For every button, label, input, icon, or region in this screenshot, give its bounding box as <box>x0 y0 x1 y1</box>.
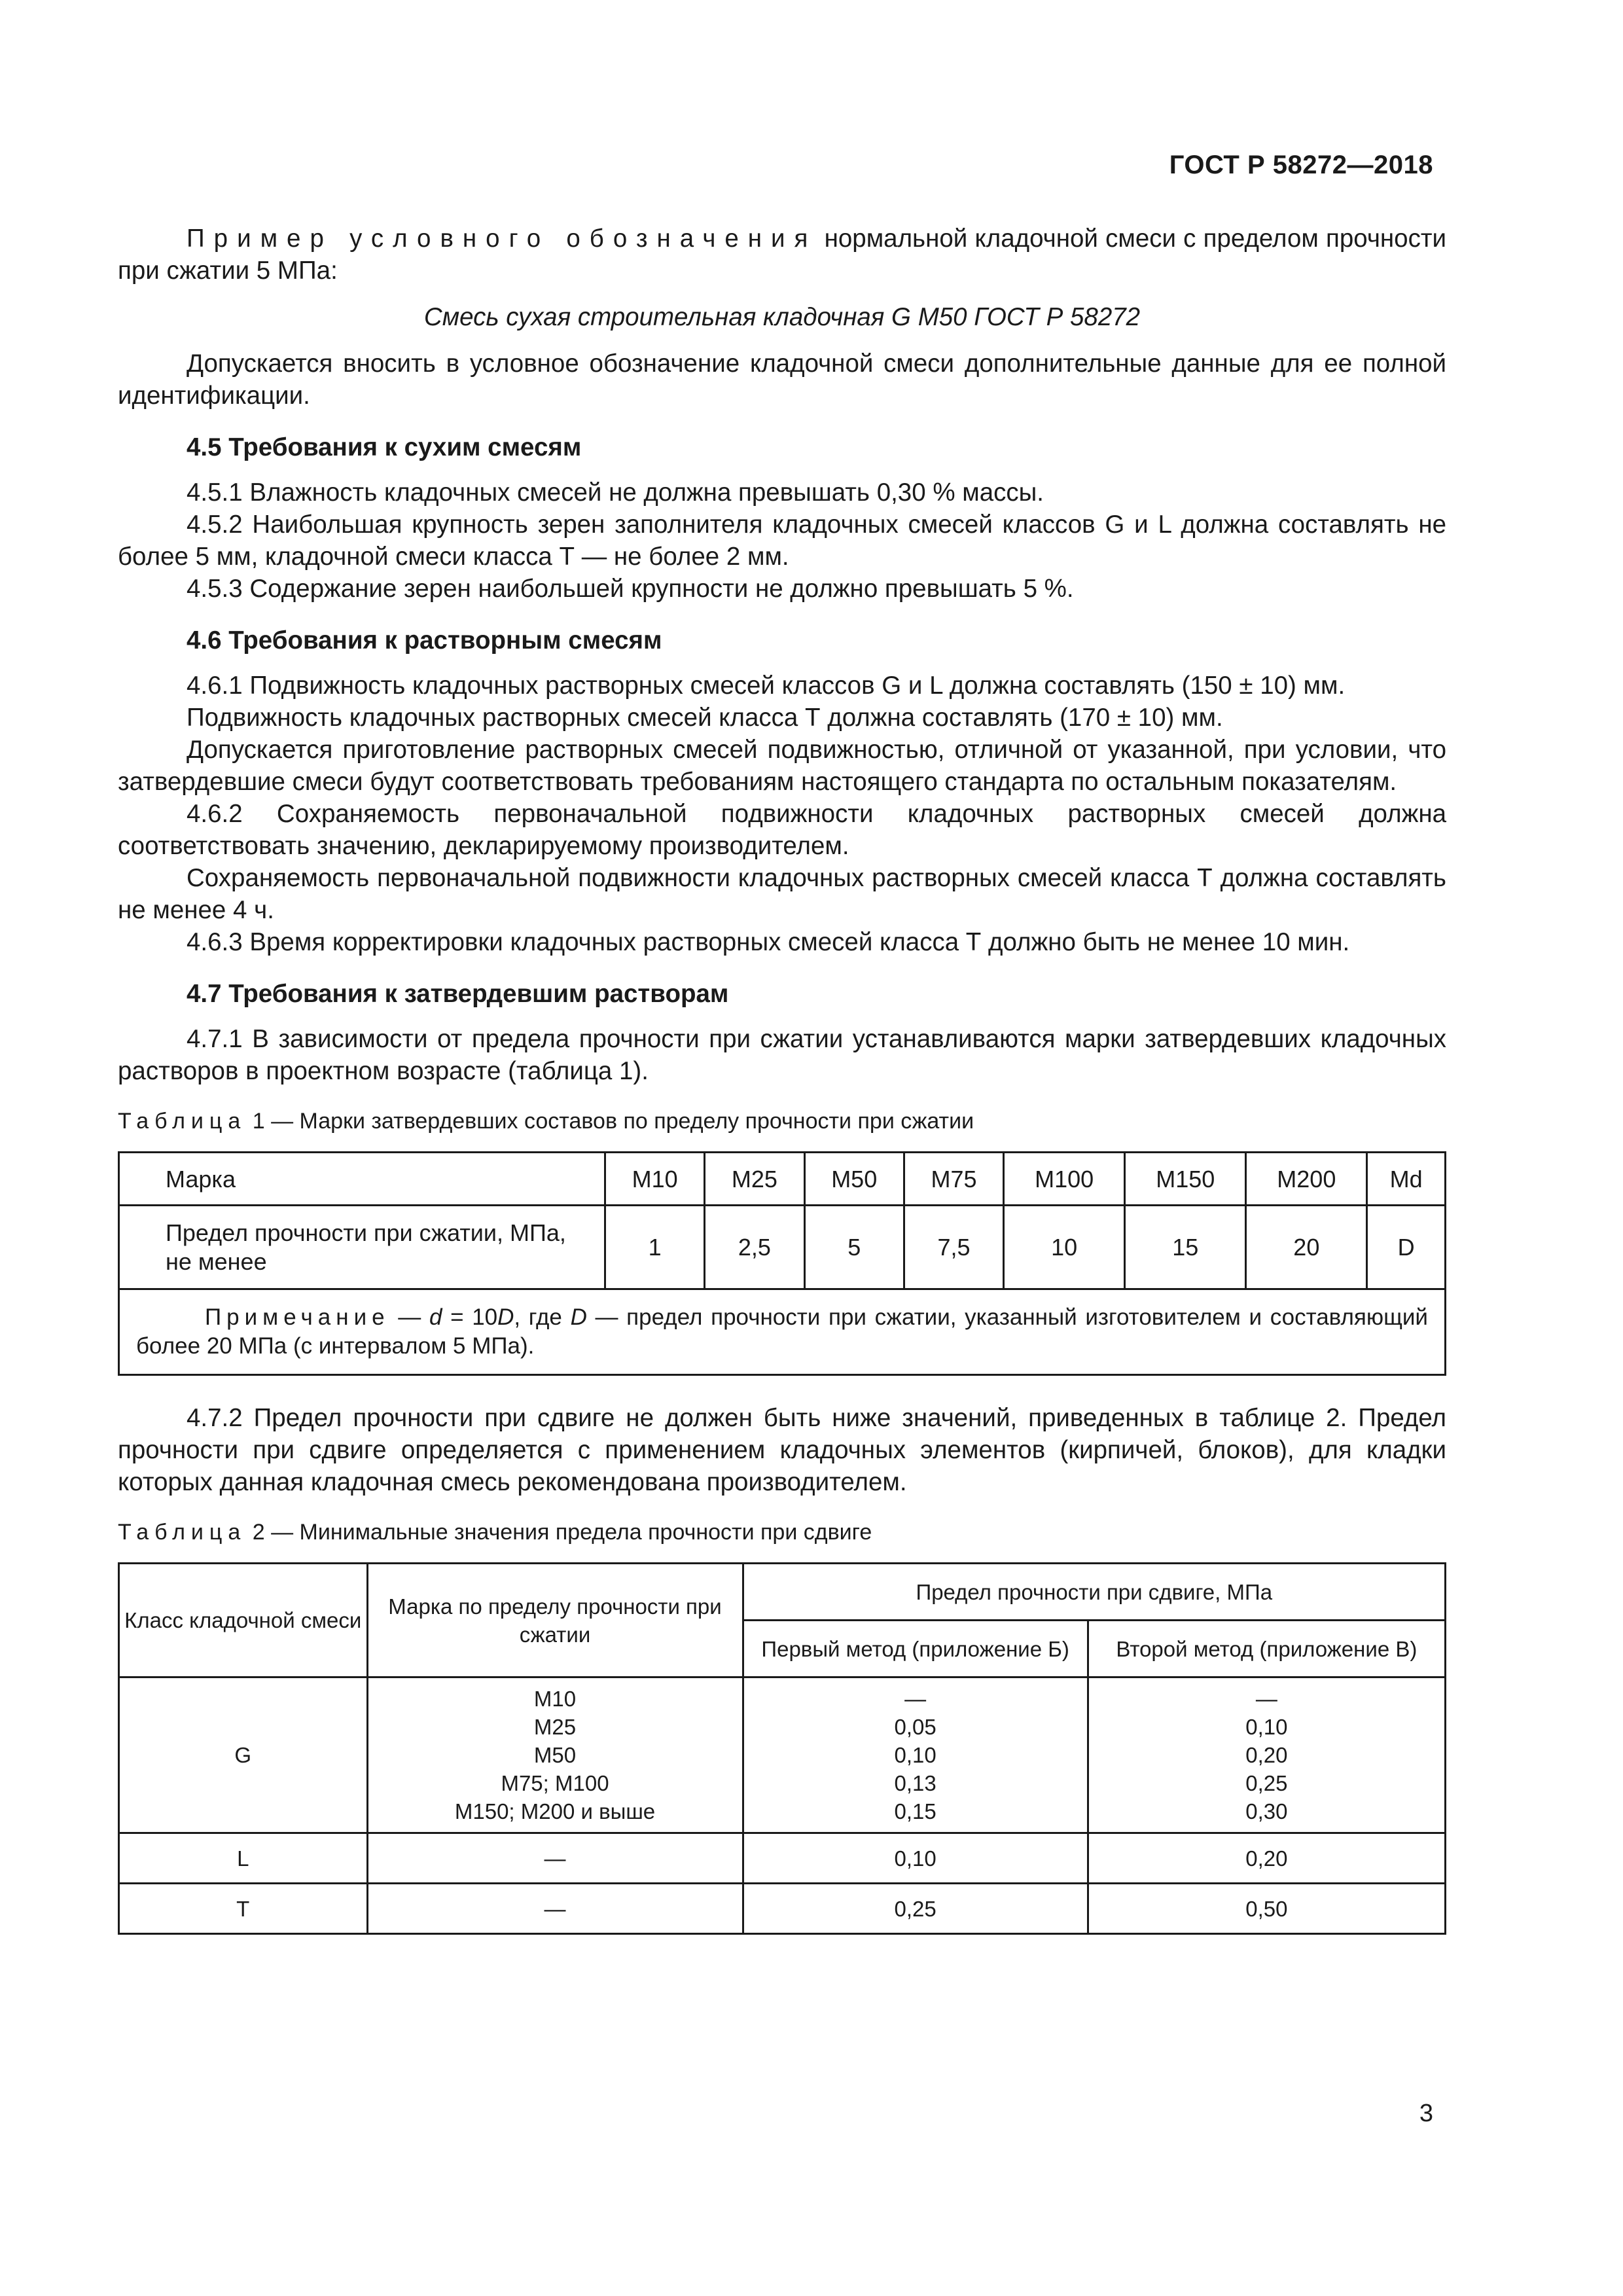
table-cell: М10 <box>605 1153 705 1206</box>
table-cell: 5 <box>804 1206 904 1289</box>
table2-caption-text: 2 — Минимальные значения предела прочности при сдвиге <box>246 1520 872 1545</box>
cell-line: 0,10 <box>1245 1715 1288 1739</box>
table-row <box>119 1833 1446 1884</box>
paragraph-4-6-1: 4.6.1 Подвижность кладочных растворных смесей классов G и L должна составлять (150 ± 10) мм. <box>187 672 1346 700</box>
table1-note-eq: = 10 <box>442 1304 498 1330</box>
table1-note <box>119 1289 1446 1375</box>
paragraph-4-5-1: 4.5.1 Влажность кладочных смесей не должна превышать 0,30 % массы. <box>187 478 1044 507</box>
table-cell: 15 <box>1125 1206 1246 1289</box>
table1-caption <box>118 1107 1446 1136</box>
table-row <box>119 1564 1446 1621</box>
table-cell: G <box>119 1677 368 1833</box>
table-cell: М25 <box>705 1153 804 1206</box>
paragraph-4-6-1-c: Допускается приготовление растворных смесей подвижностью, отличной от указанной, при условии, что затвердевшие смеси будут соответствовать требованиям настоящего стандарта по остальным показателям. <box>118 736 1446 796</box>
section-heading-4-5: 4.5 Требования к сухим смесям <box>187 433 582 461</box>
table-cell: 0,20 <box>1088 1833 1445 1884</box>
table2 <box>118 1562 1446 1935</box>
cell-line: 0,15 <box>894 1799 936 1823</box>
table-cell: М200 <box>1246 1153 1367 1206</box>
table1-note-D1: D <box>497 1304 514 1330</box>
table1 <box>118 1151 1446 1376</box>
cell-line: М50 <box>533 1743 577 1767</box>
table2-header-method2: Второй метод (приложение В) <box>1088 1621 1445 1677</box>
document-code: ГОСТ Р 58272—2018 <box>1169 151 1433 179</box>
paragraph-4-5-3: 4.5.3 Содержание зерен наибольшей крупности не должно превышать 5 %. <box>187 575 1074 603</box>
cell-line: 0,13 <box>894 1771 936 1795</box>
table-cell: 1 <box>605 1206 705 1289</box>
table2-header-class: Класс кладочной смеси <box>119 1564 368 1677</box>
table-cell: 20 <box>1246 1206 1367 1289</box>
example-designation: Смесь сухая строительная кладочная G М50 ГОСТ Р 58272 <box>423 303 1141 331</box>
table-cell: М100 <box>1004 1153 1125 1206</box>
table-cell: 0,10 <box>743 1833 1088 1884</box>
cell-line: 0,25 <box>1245 1771 1288 1795</box>
table-cell: Md <box>1367 1153 1446 1206</box>
table-cell: 0,25 <box>743 1884 1088 1934</box>
table2-caption-prefix: Таблица <box>118 1520 247 1545</box>
table1-row-head-strength: Предел прочности при сжатии, МПа, не менее <box>119 1206 605 1289</box>
table-row <box>119 1153 1446 1206</box>
paragraph-4-7-2: 4.7.2 Предел прочности при сдвиге не должен быть ниже значений, приведенных в таблице 2. Предел прочности при сдвиге определяется с применением кладочных элементов (кирпичей, блоков), для кладки которых данная кладочная смесь рекомендована производителем. <box>118 1404 1446 1496</box>
table-cell: М150 <box>1125 1153 1246 1206</box>
cell-line: М75; М100 <box>501 1771 609 1795</box>
cell-line: — <box>1255 1687 1277 1711</box>
table-cell <box>367 1677 743 1833</box>
table1-note-mid: , где <box>514 1304 571 1330</box>
table-cell: — <box>367 1884 743 1934</box>
table-row <box>119 1206 1446 1289</box>
table-cell: D <box>1367 1206 1446 1289</box>
paragraph-4-6-2: 4.6.2 Сохраняемость первоначальной подвижности кладочных растворных смесей должна соответствовать значению, декларируемому производителем. <box>118 800 1446 860</box>
table1-note-prefix: Примечание <box>205 1304 390 1330</box>
example-paragraph <box>118 223 1446 287</box>
cell-line: М10 <box>533 1687 577 1711</box>
table-cell <box>743 1677 1088 1833</box>
page-number: 3 <box>1419 2100 1433 2127</box>
table2-caption <box>118 1518 1446 1547</box>
table-cell: 10 <box>1004 1206 1125 1289</box>
table2-header-mark: Марка по пределу прочности при сжатии <box>367 1564 743 1677</box>
table-cell: 2,5 <box>705 1206 804 1289</box>
table-cell: М75 <box>904 1153 1003 1206</box>
table-row <box>119 1289 1446 1375</box>
table-cell: L <box>119 1833 368 1884</box>
cell-line: 0,05 <box>894 1715 936 1739</box>
paragraph-4-5-2: 4.5.2 Наибольшая крупность зерен заполнителя кладочных смесей классов G и L должна составлять не более 5 мм, кладочной смеси класса Т — не более 2 мм. <box>118 511 1446 571</box>
document-body <box>118 223 1446 1935</box>
table1-note-dash: — <box>389 1304 429 1330</box>
paragraph-4-6-2-b: Сохраняемость первоначальной подвижности кладочных растворных смесей класса Т должна составлять не менее 4 ч. <box>118 864 1446 924</box>
table1-caption-prefix: Таблица <box>118 1109 247 1134</box>
cell-line: 0,20 <box>1245 1743 1288 1767</box>
paragraph-4-6-1-b: Подвижность кладочных растворных смесей класса Т должна составлять (170 ± 10) мм. <box>187 704 1223 732</box>
table1-note-rest: — предел прочности при сжатии, указанный изготовителем и составляющий более 20 МПа (с интервалом 5 МПа). <box>136 1304 1428 1359</box>
paragraph-4-6-3: 4.6.3 Время корректировки кладочных растворных смесей класса Т должно быть не менее 10 мин. <box>187 928 1350 956</box>
table-cell: М50 <box>804 1153 904 1206</box>
example-spaced-prefix: Пример условного обозначения <box>187 224 817 253</box>
example-text: нормальной кладочной смеси с пределом прочности при сжатии 5 МПа: <box>118 224 1446 285</box>
table-row <box>119 1677 1446 1833</box>
table-cell: — <box>367 1833 743 1884</box>
cell-line: — <box>904 1687 927 1711</box>
cell-line: 0,30 <box>1245 1799 1288 1823</box>
section-heading-4-6: 4.6 Требования к растворным смесям <box>187 626 662 655</box>
table-row <box>119 1884 1446 1934</box>
table1-caption-text: 1 — Марки затвердевших составов по пределу прочности при сжатии <box>246 1109 974 1134</box>
section-heading-4-7: 4.7 Требования к затвердевшим растворам <box>187 980 729 1008</box>
table-cell: 0,50 <box>1088 1884 1445 1934</box>
table-cell: 7,5 <box>904 1206 1003 1289</box>
paragraph-4-7-1: 4.7.1 В зависимости от предела прочности при сжатии устанавливаются марки затвердевших кладочных растворов в проектном возрасте (таблица 1). <box>118 1025 1446 1085</box>
table1-note-d: d <box>429 1304 442 1330</box>
table-cell <box>1088 1677 1445 1833</box>
table1-note-D2: D <box>570 1304 587 1330</box>
table1-row-head-mark: Марка <box>119 1153 605 1206</box>
table2-header-method1: Первый метод (приложение Б) <box>743 1621 1088 1677</box>
cell-line: М25 <box>533 1715 577 1739</box>
table-cell: Т <box>119 1884 368 1934</box>
cell-line: М150; М200 и выше <box>454 1799 656 1823</box>
table2-header-shear: Предел прочности при сдвиге, МПа <box>743 1564 1445 1621</box>
cell-line: 0,10 <box>894 1743 936 1767</box>
paragraph-allow-extra: Допускается вносить в условное обозначение кладочной смеси дополнительные данные для ее полной идентификации. <box>118 350 1446 410</box>
